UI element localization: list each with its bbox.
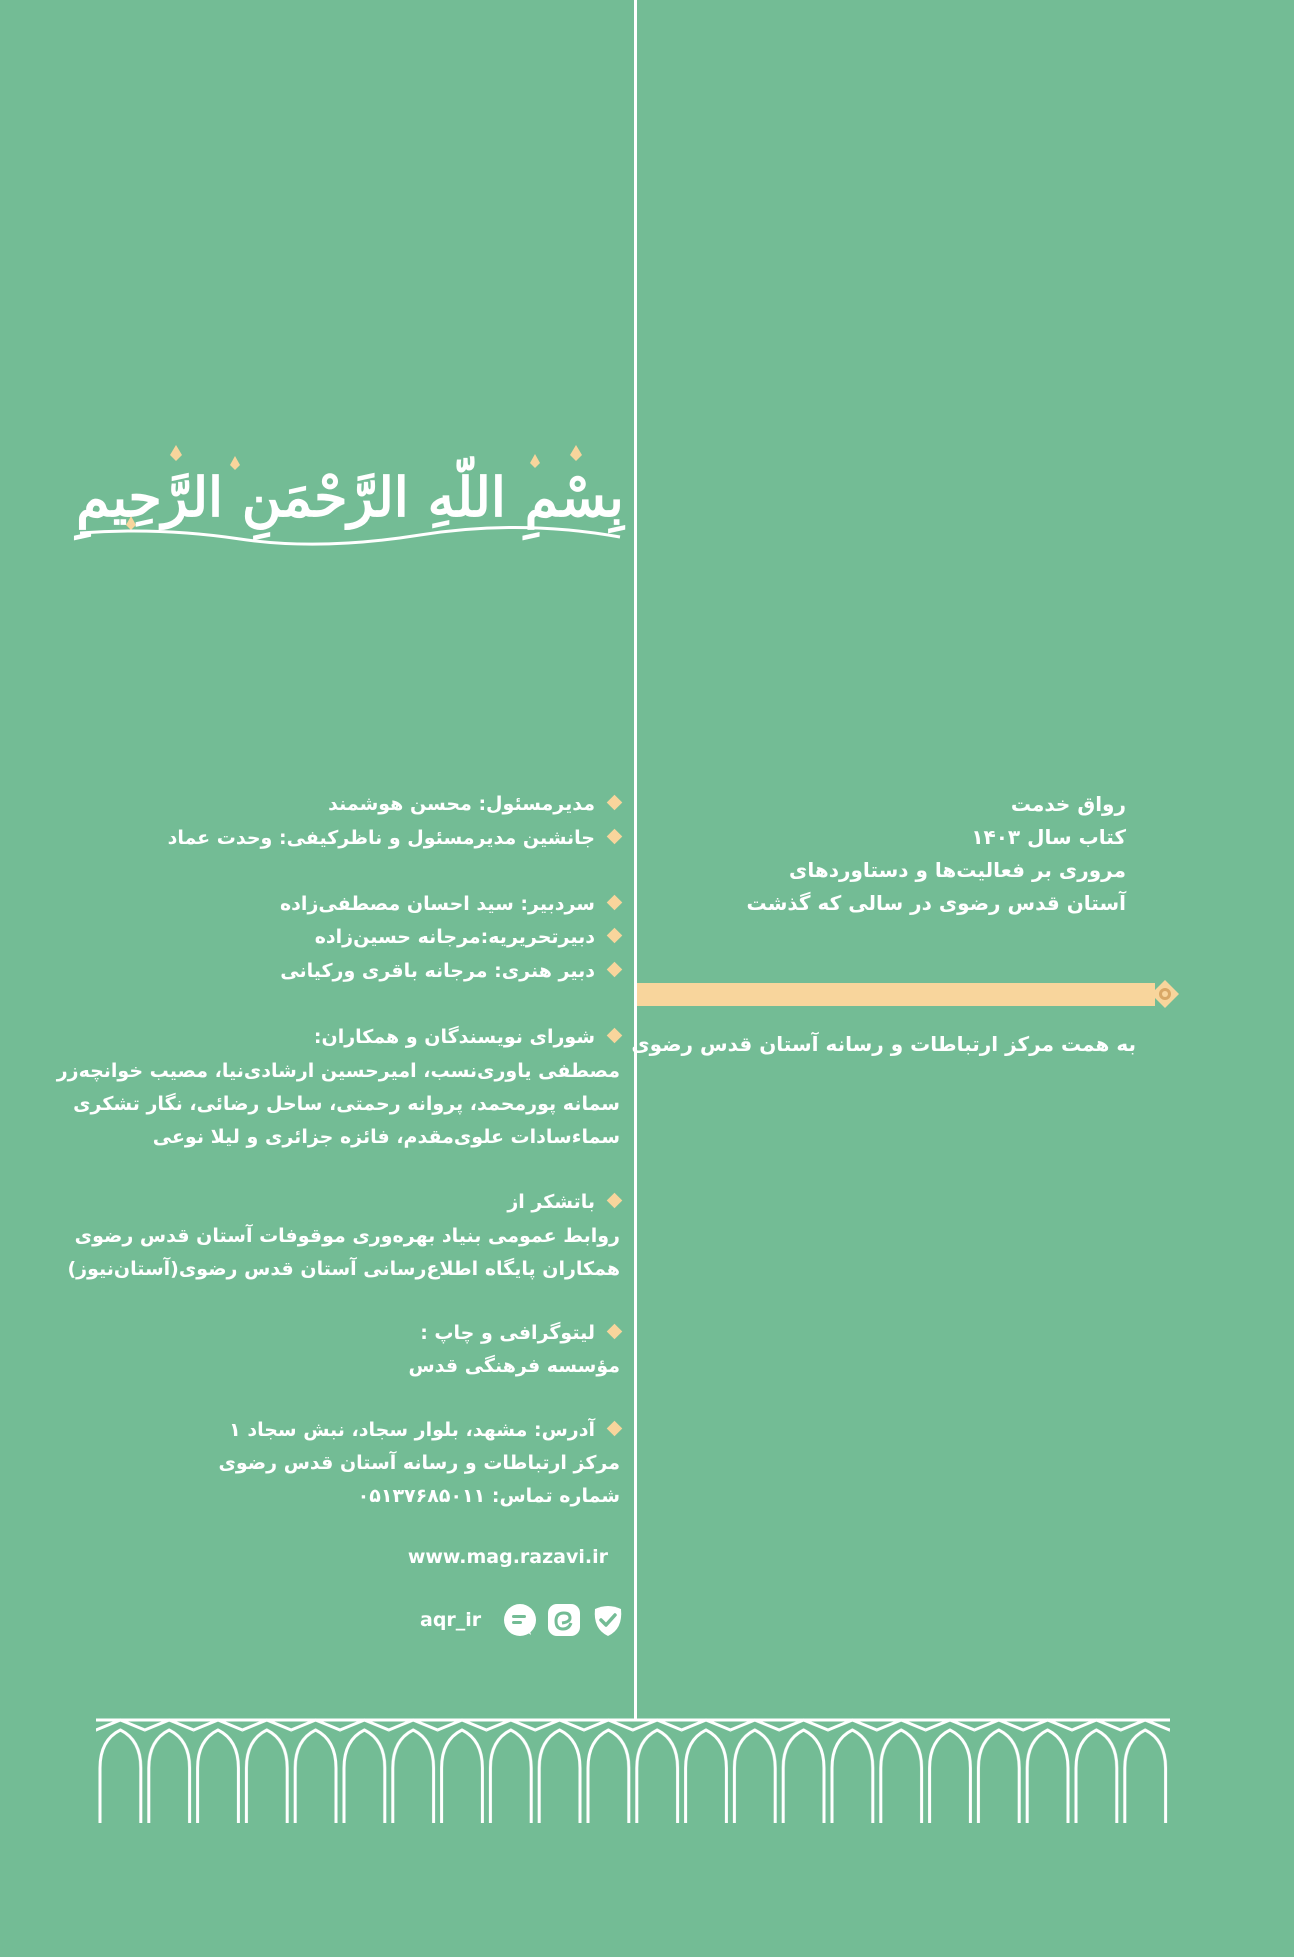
book-year: کتاب سال ۱۴۰۳ (971, 825, 1126, 849)
writers-line: سمانه پورمحمد، پروانه رحمتی، ساحل رضائی، نگار تشکری (73, 1093, 620, 1115)
address-line: مرکز ارتباطات و رسانه آستان قدس رضوی (218, 1452, 620, 1474)
chat-bubble-icon[interactable] (503, 1603, 537, 1637)
credit-managing-director: مدیرمسئول: محسن هوشمند (80, 789, 620, 819)
subtitle-line-1: مروری بر فعالیت‌ها و دستاوردهای (789, 858, 1126, 882)
writers-line: سماءسادات علوی‌مقدم، فائزه جزائری و لیلا نوعی (152, 1126, 620, 1148)
phone-line: شماره تماس: ۰۵۱۳۷۶۸۵۰۱۱ (357, 1485, 620, 1507)
bullet-diamond (607, 1193, 623, 1209)
website-link[interactable]: www.mag.razavi.ir (407, 1546, 608, 1568)
credit-editorial-secretary: دبیرتحریریه:مرجانه حسین‌زاده (80, 922, 620, 952)
sponsor-line: به همت مرکز ارتباطات و رسانه آستان قدس رضوی (631, 1032, 1136, 1056)
thanks-heading: باتشکر از (80, 1187, 620, 1217)
thanks-line: روابط عمومی بنیاد بهره‌وری موقوفات آستان قدس رضوی (74, 1225, 620, 1247)
arch-pattern (96, 1718, 1170, 1823)
bullet-diamond (607, 895, 623, 911)
thanks-line: همکاران پایگاه اطلاع‌رسانی آستان قدس رضوی(آستان‌نیوز) (67, 1258, 620, 1280)
writers-line: مصطفی یاوری‌نسب، امیرحسین ارشادی‌نیا، مصیب خوانچه‌زر (56, 1060, 620, 1082)
bullet-diamond (607, 928, 623, 944)
magazine-name: رواق خدمت (1010, 792, 1126, 816)
bullet-diamond (607, 1028, 623, 1044)
bismillah-calligraphy (70, 425, 630, 595)
credit-editor-in-chief: سردبیر: سید احسان مصطفی‌زاده (80, 889, 620, 919)
bullet-diamond (607, 1324, 623, 1340)
writers-heading: شورای نویسندگان و همکاران: (80, 1022, 620, 1052)
accent-bar (637, 983, 1155, 1006)
vertical-divider (634, 0, 637, 1720)
check-shield-icon[interactable] (591, 1603, 625, 1637)
bismillah-text: بِسْمِ اللّهِ الرَّحْمَنِ الرَّحِيمِ (76, 465, 624, 529)
address-heading: آدرس: مشهد، بلوار سجاد، نبش سجاد ۱ (80, 1415, 620, 1445)
social-row (420, 1600, 625, 1640)
bullet-diamond (607, 795, 623, 811)
bullet-diamond (607, 1421, 623, 1437)
print-line: مؤسسه فرهنگی قدس (408, 1355, 620, 1377)
credit-deputy: جانشین مدیرمسئول و ناظرکیفی: وحدت عماد (80, 823, 620, 853)
bullet-diamond (607, 829, 623, 845)
credit-art-director: دبیر هنری: مرجانه باقری ورکیانی (80, 956, 620, 986)
subtitle-line-2: آستان قدس رضوی در سالی که گذشت (746, 891, 1126, 915)
social-handle[interactable]: aqr_ir (420, 1609, 482, 1631)
accent-bar-ornament (1150, 979, 1180, 1009)
bullet-diamond (607, 962, 623, 978)
eitaa-icon[interactable] (547, 1603, 581, 1637)
print-heading: لیتوگرافی و چاپ : (80, 1318, 620, 1348)
